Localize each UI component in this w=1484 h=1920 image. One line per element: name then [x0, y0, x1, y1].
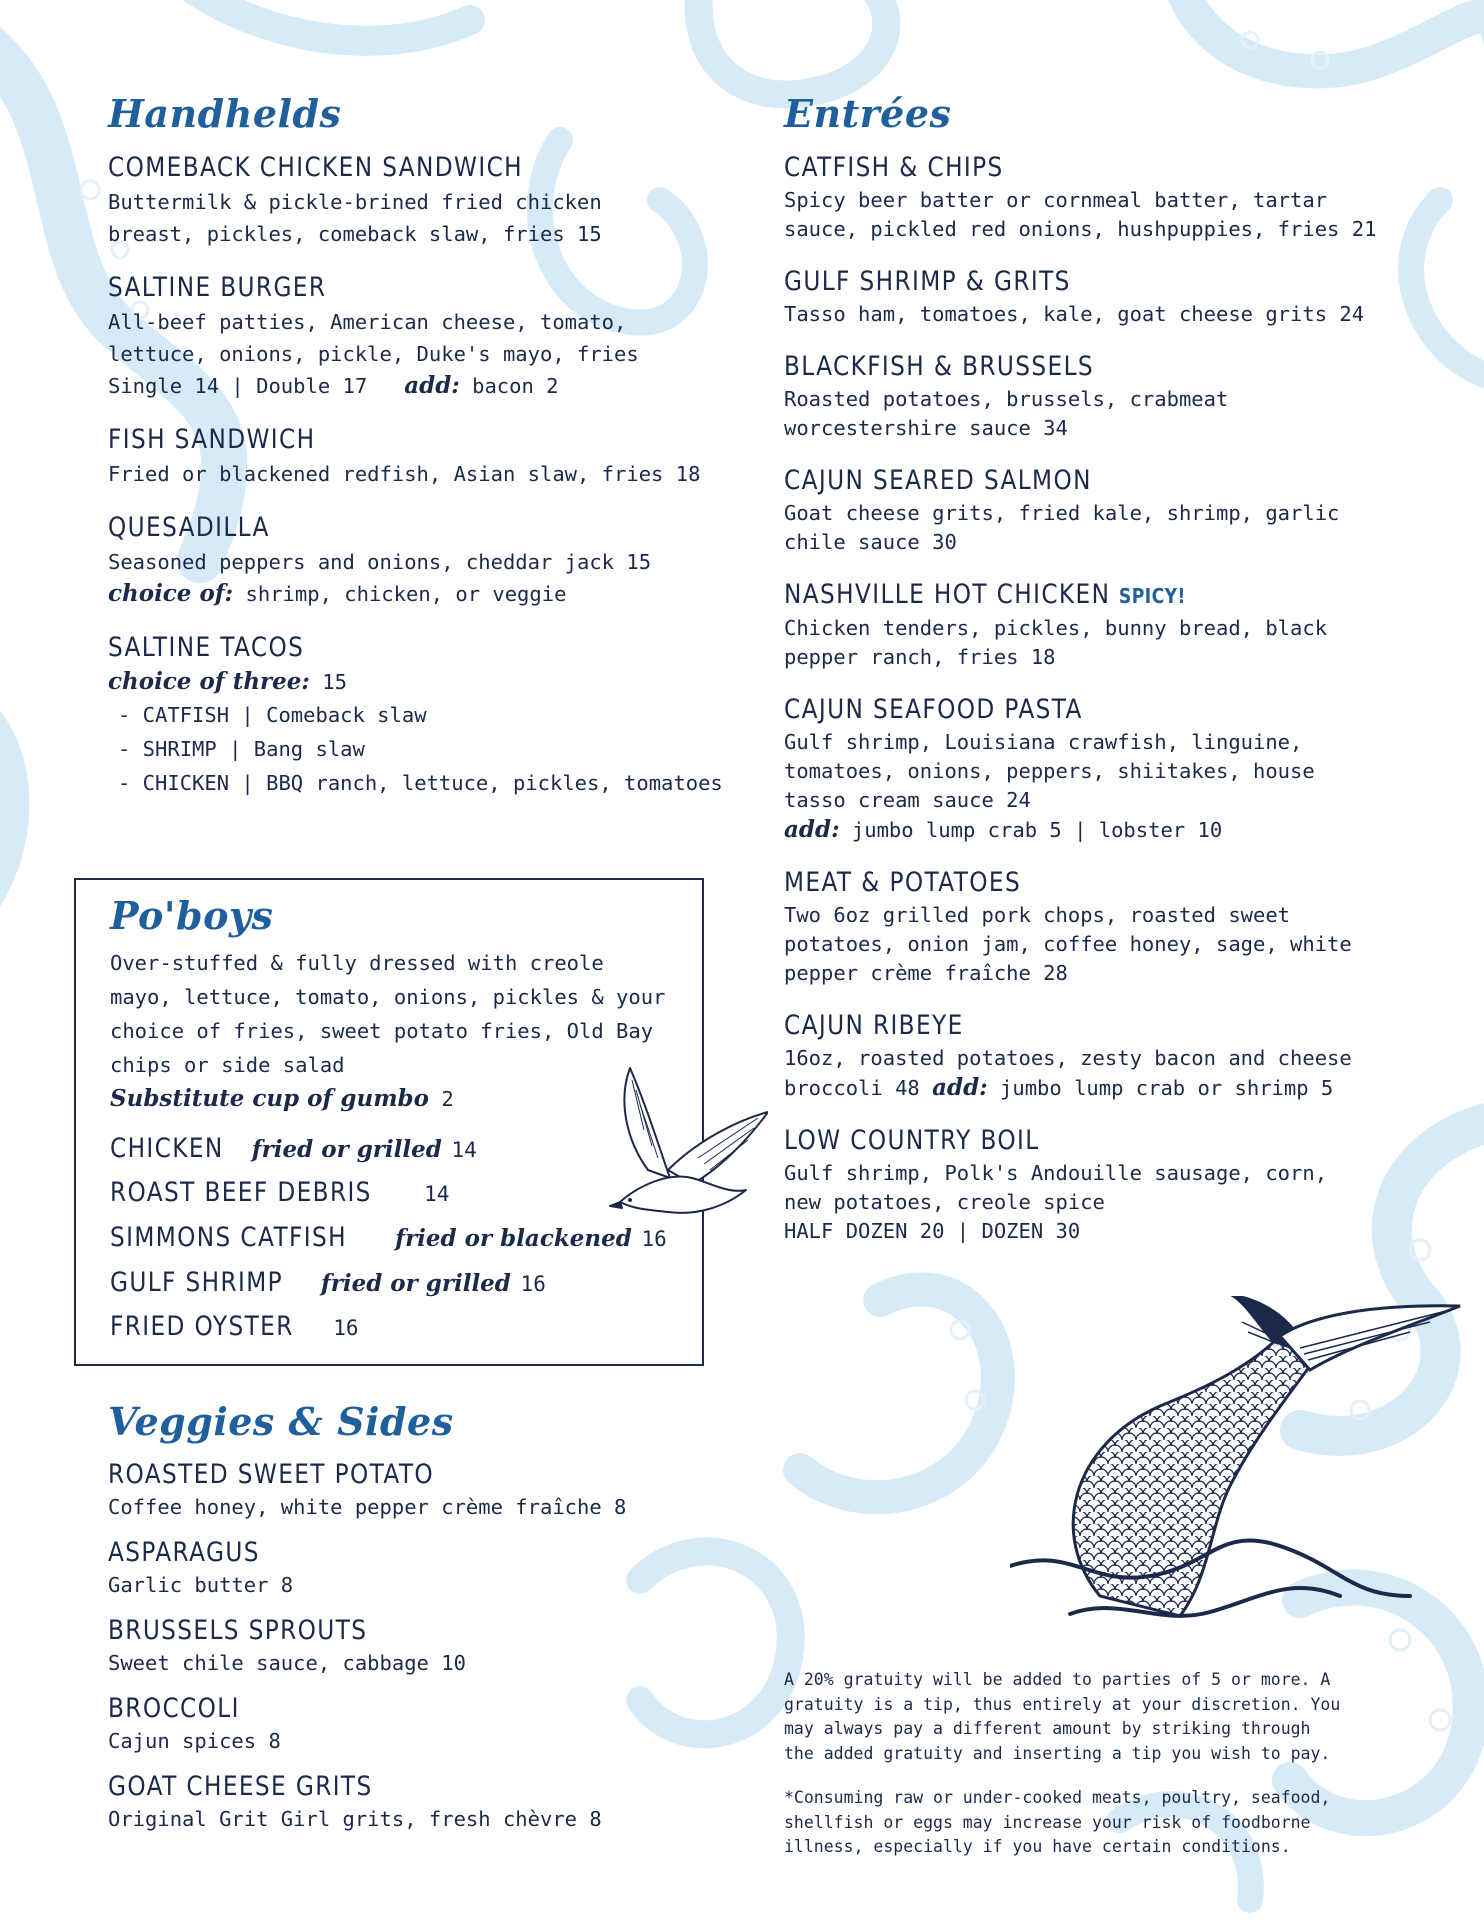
item-desc: pepper ranch, fries 18: [784, 645, 1056, 669]
warning-line: illness, especially if you have certain conditions.: [784, 1837, 1291, 1856]
item-name: FISH SANDWICH: [108, 424, 316, 455]
item-name: CATFISH & CHIPS: [784, 152, 1004, 183]
item-add-line: [784, 1073, 1424, 1103]
right-column: [784, 90, 1424, 1266]
poboy-item: [110, 1217, 670, 1262]
item-desc: breast, pickles, comeback slaw, fries 15: [108, 222, 602, 246]
item-name: GULF SHRIMP: [110, 1267, 284, 1298]
item-desc: Gulf shrimp, Louisiana crawfish, linguine,: [784, 730, 1303, 754]
item-name: SALTINE TACOS: [108, 632, 305, 663]
item-note: fried or grilled: [251, 1136, 442, 1163]
item-name: ROASTED SWEET POTATO: [108, 1459, 435, 1490]
item-name: CAJUN SEARED SALMON: [784, 465, 1092, 496]
add-label: add:: [932, 1074, 988, 1101]
consumption-warning: [784, 1786, 1384, 1860]
menu-item: [108, 1458, 748, 1522]
entrees-title: Entrées: [784, 91, 952, 136]
menu-item: [784, 150, 1424, 244]
poboys-content: [110, 892, 670, 1351]
add-text: jumbo lump crab or shrimp 5: [1000, 1076, 1334, 1100]
menu-item: [784, 1008, 1424, 1103]
menu-item: [108, 1614, 748, 1678]
item-desc: Sweet chile sauce, cabbage 10: [108, 1651, 466, 1675]
add-label: add:: [404, 372, 460, 399]
choice-text: shrimp, chicken, or veggie: [245, 582, 567, 606]
item-choice-line: [108, 666, 748, 698]
item-desc: sauce, pickled red onions, hushpuppies, fries 21: [784, 217, 1377, 241]
seagull-eye: [628, 1198, 632, 1202]
gratuity-line: may always pay a different amount by striking through: [784, 1719, 1311, 1738]
item-desc: new potatoes, creole spice: [784, 1190, 1105, 1214]
item-name: SALTINE BURGER: [108, 272, 327, 303]
taco-option: - CATFISH | Comeback slaw: [118, 703, 427, 727]
menu-item: [108, 422, 748, 490]
menu-item: [784, 692, 1424, 845]
poboys-desc: choice of fries, sweet potato fries, Old Bay: [110, 1019, 654, 1043]
item-price: 14: [451, 1138, 477, 1162]
item-price: 14: [424, 1182, 450, 1206]
choice-label: choice of three:: [108, 668, 310, 695]
item-desc: Buttermilk & pickle-brined fried chicken: [108, 190, 602, 214]
item-desc: Cajun spices 8: [108, 1729, 281, 1753]
item-desc: pepper crème fraîche 28: [784, 961, 1068, 985]
poboy-item: [110, 1128, 670, 1173]
item-name: BROCCOLI: [108, 1693, 240, 1724]
item-name: ASPARAGUS: [108, 1537, 260, 1568]
item-desc-last: broccoli 48: [784, 1076, 920, 1100]
item-desc: Seasoned peppers and onions, cheddar jack 15: [108, 550, 652, 574]
poboy-item: [110, 1262, 670, 1307]
left-column: [108, 90, 748, 820]
menu-item: [784, 463, 1424, 557]
substitute-label: Substitute cup of gumbo: [110, 1085, 429, 1112]
substitute-line: [110, 1082, 670, 1116]
item-name: SIMMONS CATFISH: [110, 1222, 347, 1253]
menu-item: [108, 1770, 748, 1834]
gratuity-note: [784, 1668, 1384, 1766]
item-name: GOAT CHEESE GRITS: [108, 1771, 373, 1802]
taco-options: [108, 698, 748, 800]
item-name-row: [784, 577, 1334, 614]
item-desc: All-beef patties, American cheese, tomato,: [108, 310, 627, 334]
add-label: add:: [784, 816, 840, 843]
item-price: 16: [333, 1316, 359, 1340]
item-name: CAJUN RIBEYE: [784, 1010, 964, 1041]
gratuity-line: gratuity is a tip, thus entirely at your discretion. You: [784, 1694, 1341, 1714]
item-desc: lettuce, onions, pickle, Duke's mayo, fries: [108, 342, 639, 366]
item-price: 16: [641, 1227, 667, 1251]
choice-label: choice of:: [108, 580, 234, 607]
item-desc: Garlic butter 8: [108, 1573, 294, 1597]
item-name: BRUSSELS SPROUTS: [108, 1615, 368, 1646]
item-name: FRIED OYSTER: [110, 1311, 294, 1342]
item-desc: potatoes, onion jam, coffee honey, sage, white: [784, 932, 1352, 956]
menu-item: [784, 1123, 1424, 1246]
fine-print: [784, 1668, 1384, 1880]
item-name: BLACKFISH & BRUSSELS: [784, 351, 1095, 382]
menu-item: [784, 264, 1424, 329]
item-desc: Coffee honey, white pepper crème fraîche 8: [108, 1495, 627, 1519]
item-desc: Chicken tenders, pickles, bunny bread, black: [784, 616, 1328, 640]
item-price: 16: [520, 1272, 546, 1296]
menu-item: [108, 630, 748, 800]
item-desc: chile sauce 30: [784, 530, 957, 554]
seagull-icon: [608, 1060, 768, 1240]
item-desc: Tasso ham, tomatoes, kale, goat cheese grits 24: [784, 302, 1365, 326]
poboys-desc: Over-stuffed & fully dressed with creole: [110, 951, 604, 975]
add-text: jumbo lump crab 5 | lobster 10: [851, 818, 1223, 842]
veggies-section: [108, 1398, 748, 1848]
gratuity-line: A 20% gratuity will be added to parties of 5 or more. A: [784, 1670, 1331, 1689]
item-size-line: [108, 370, 748, 402]
poboys-list: [110, 1128, 670, 1351]
menu-item: [108, 1692, 748, 1756]
poboys-desc: chips or side salad: [110, 1053, 345, 1077]
item-add-line: [784, 815, 1424, 845]
warning-line: shellfish or eggs may increase your risk of foodborne: [784, 1812, 1311, 1832]
item-name: CHICKEN: [110, 1133, 224, 1164]
item-desc: Fried or blackened redfish, Asian slaw, fries 18: [108, 462, 701, 486]
item-desc: worcestershire sauce 34: [784, 416, 1068, 440]
poboy-item: [110, 1307, 670, 1351]
mermaid-tail-icon: [1010, 1296, 1470, 1636]
item-name: LOW COUNTRY BOIL: [784, 1125, 1040, 1156]
handhelds-title: Handhelds: [108, 91, 342, 136]
menu-item: [108, 510, 748, 610]
taco-option: - SHRIMP | Bang slaw: [118, 737, 365, 761]
poboy-item: [110, 1173, 670, 1217]
item-desc: HALF DOZEN 20 | DOZEN 30: [784, 1219, 1081, 1243]
item-desc: Two 6oz grilled pork chops, roasted sweet: [784, 903, 1291, 927]
menu-item: [784, 349, 1424, 443]
item-desc: Roasted potatoes, brussels, crabmeat: [784, 387, 1229, 411]
menu-item: [108, 270, 748, 402]
item-desc: Gulf shrimp, Polk's Andouille sausage, corn,: [784, 1161, 1328, 1185]
item-name: CAJUN SEAFOOD PASTA: [784, 694, 1083, 725]
taco-option: - CHICKEN | BBQ ranch, lettuce, pickles, tomatoes: [118, 771, 723, 795]
gratuity-line: the added gratuity and inserting a tip you wish to pay.: [784, 1743, 1331, 1763]
item-name: GULF SHRIMP & GRITS: [784, 266, 1071, 297]
item-name: ROAST BEEF DEBRIS: [110, 1177, 372, 1208]
item-desc: 16oz, roasted potatoes, zesty bacon and cheese: [784, 1046, 1352, 1070]
item-name: MEAT & POTATOES: [784, 867, 1022, 898]
menu-item: [108, 1536, 748, 1600]
item-choice-line: [108, 578, 748, 610]
item-name: COMEBACK CHICKEN SANDWICH: [108, 152, 523, 183]
item-name: NASHVILLE HOT CHICKEN: [784, 579, 1111, 610]
item-note: fried or blackened: [395, 1225, 632, 1252]
veggies-title: Veggies & Sides: [108, 1399, 454, 1444]
menu-item: [784, 865, 1424, 988]
poboys-title: Po'boys: [110, 893, 274, 938]
item-desc: Spicy beer batter or cornmeal batter, tartar: [784, 188, 1328, 212]
item-desc: Goat cheese grits, fried kale, shrimp, garlic: [784, 501, 1340, 525]
add-text: bacon 2: [472, 374, 559, 398]
spicy-badge: SPICY!: [1118, 584, 1186, 608]
size-options: Single 14 | Double 17: [108, 374, 368, 398]
substitute-price: 2: [441, 1087, 454, 1111]
choice-text: 15: [322, 670, 347, 694]
item-desc: tasso cream sauce 24: [784, 788, 1031, 812]
item-note: fried or grilled: [320, 1270, 511, 1297]
poboys-desc: mayo, lettuce, tomato, onions, pickles & your: [110, 985, 666, 1009]
warning-line: *Consuming raw or under-cooked meats, poultry, seafood,: [784, 1788, 1331, 1807]
menu-item: [784, 577, 1424, 672]
item-name: QUESADILLA: [108, 512, 270, 543]
menu-item: [108, 150, 748, 250]
item-desc: tomatoes, onions, peppers, shiitakes, house: [784, 759, 1315, 783]
item-desc: Original Grit Girl grits, fresh chèvre 8: [108, 1807, 602, 1831]
